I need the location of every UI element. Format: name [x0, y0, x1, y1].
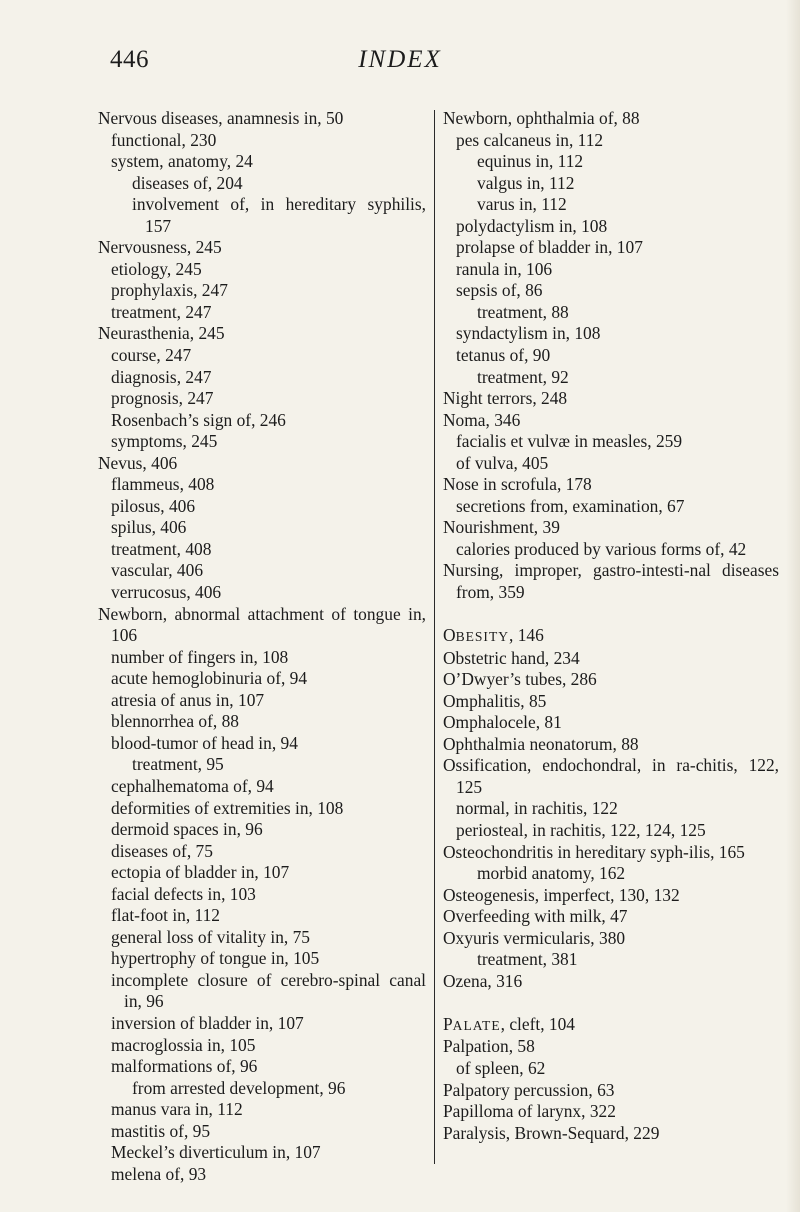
index-entry: Night terrors, 248	[443, 388, 568, 409]
index-entry: Palpation, 58	[443, 1036, 535, 1057]
index-subentry: prolapse of bladder in, 107	[456, 237, 643, 258]
index-subentry: etiology, 245	[111, 258, 202, 279]
index-entry: Osteochondritis in hereditary syph-ilis, 165	[443, 841, 745, 862]
index-entry: Neurasthenia, 245	[98, 323, 225, 344]
page-number: 446	[110, 46, 149, 73]
index-subentry: treatment, 95	[132, 754, 224, 775]
index-subentry: from arrested development, 96	[132, 1077, 346, 1098]
index-subentry: blennorrhea of, 88	[111, 711, 239, 732]
index-entry: Omphalitis, 85	[443, 690, 547, 711]
index-subentry: diagnosis, 247	[111, 366, 212, 387]
index-subentry: melena of, 93	[111, 1163, 207, 1184]
index-entry: Nervous diseases, anamnesis in, 50	[98, 108, 344, 128]
index-subentry: morbid anatomy, 162	[477, 863, 626, 884]
section-gap	[443, 992, 779, 1014]
index-subentry: incomplete closure of cerebro-spinal canal in, 96	[111, 969, 426, 1012]
index-entry: Newborn, ophthalmia of, 88	[443, 108, 640, 128]
index-subentry: treatment, 88	[477, 301, 569, 322]
column-divider	[434, 110, 435, 1164]
index-subentry: of vulva, 405	[456, 452, 549, 473]
index-subentry: treatment, 92	[477, 366, 569, 387]
index-subentry: inversion of bladder in, 107	[111, 1012, 304, 1033]
index-subentry: treatment, 408	[111, 538, 212, 559]
index-subentry: of spleen, 62	[456, 1057, 546, 1078]
index-subentry: cephalhematoma of, 94	[111, 775, 274, 796]
index-entry: Noma, 346	[443, 409, 521, 430]
index-subentry: pilosus, 406	[111, 495, 196, 516]
index-subentry: prognosis, 247	[111, 388, 214, 409]
index-entry: Oxyuris vermicularis, 380	[443, 927, 626, 948]
index-subentry: equinus in, 112	[477, 151, 584, 172]
index-subentry: tetanus of, 90	[456, 345, 551, 366]
index-subentry: dermoid spaces in, 96	[111, 819, 263, 840]
index-entry: Obstetric hand, 234	[443, 647, 580, 668]
index-subentry: symptoms, 245	[111, 431, 218, 452]
page-edge-shadow	[786, 0, 800, 1212]
index-subentry: diseases of, 75	[111, 840, 213, 861]
index-entry: Ozena, 316	[443, 970, 523, 991]
running-title: INDEX	[358, 46, 442, 73]
index-entry: Nourishment, 39	[443, 517, 560, 538]
index-subentry: atresia of anus in, 107	[111, 689, 265, 710]
index-subentry: syndactylism in, 108	[456, 323, 601, 344]
index-subentry: blood-tumor of head in, 94	[111, 732, 298, 753]
index-subentry: functional, 230	[111, 129, 217, 150]
index-subentry: facialis et vulvæ in measles, 259	[456, 431, 683, 452]
index-entry: Overfeeding with milk, 47	[443, 906, 628, 927]
index-subentry: number of fingers in, 108	[111, 646, 289, 667]
index-subentry: Rosenbach’s sign of, 246	[111, 409, 286, 430]
index-subentry: ectopia of bladder in, 107	[111, 862, 290, 883]
index-subentry: macroglossia in, 105	[111, 1034, 256, 1055]
index-entry: OBESITY, 146	[443, 625, 544, 646]
index-subentry: flat-foot in, 112	[111, 905, 220, 926]
index-subentry: facial defects in, 103	[111, 883, 256, 904]
index-subentry: spilus, 406	[111, 517, 187, 538]
index-entry: Palpatory percussion, 63	[443, 1079, 615, 1100]
index-subentry: secretions from, examination, 67	[456, 495, 685, 516]
index-entry: Omphalocele, 81	[443, 712, 562, 733]
index-entry: PALATE, cleft, 104	[443, 1013, 575, 1034]
index-subentry: diseases of, 204	[132, 172, 243, 193]
index-subentry: ranula in, 106	[456, 258, 553, 279]
index-subentry: pes calcaneus in, 112	[456, 129, 604, 150]
index-subentry: acute hemoglobinuria of, 94	[111, 668, 308, 689]
index-entry: Nevus, 406	[98, 452, 178, 473]
index-entry: O’Dwyer’s tubes, 286	[443, 669, 597, 690]
index-subentry: flammeus, 408	[111, 474, 215, 495]
index-subentry: periosteal, in rachitis, 122, 124, 125	[456, 820, 706, 840]
index-column-left	[98, 108, 426, 1185]
index-subentry: involvement of, in hereditary syphilis, 157	[132, 194, 426, 236]
index-subentry: malformations of, 96	[111, 1056, 258, 1077]
index-entry: Ossification, endochondral, in ra-chitis, 122, 125	[443, 755, 779, 797]
index-entry: Nursing, improper, gastro-intesti-nal diseases from, 359	[443, 560, 779, 603]
index-subentry: sepsis of, 86	[456, 280, 543, 301]
index-subentry: varus in, 112	[477, 194, 567, 215]
index-subentry: normal, in rachitis, 122	[456, 798, 618, 819]
index-subentry: prophylaxis, 247	[111, 280, 228, 301]
index-subentry: verrucosus, 406	[111, 582, 222, 603]
index-subentry: mastitis of, 95	[111, 1120, 211, 1141]
index-entry: Newborn, abnormal attachment of tongue in, 106	[98, 603, 426, 646]
index-subentry: valgus in, 112	[477, 172, 575, 193]
index-subentry: polydactylism in, 108	[456, 215, 608, 236]
index-subentry: course, 247	[111, 345, 192, 366]
index-subentry: Meckel’s diverticulum in, 107	[111, 1142, 321, 1163]
index-subentry: manus vara in, 112	[111, 1099, 243, 1120]
index-entry: Paralysis, Brown-Sequard, 229	[443, 1122, 660, 1143]
index-subentry: treatment, 247	[111, 301, 212, 322]
index-entry: Papilloma of larynx, 322	[443, 1101, 616, 1122]
index-subentry: hypertrophy of tongue in, 105	[111, 948, 320, 969]
index-entry: Nose in scrofula, 178	[443, 474, 592, 495]
index-subentry: calories produced by various forms of, 42	[456, 538, 747, 559]
index-subentry: vascular, 406	[111, 560, 204, 581]
index-entry: Osteogenesis, imperfect, 130, 132	[443, 884, 680, 905]
index-column-right	[443, 108, 779, 1144]
index-subentry: general loss of vitality in, 75	[111, 926, 310, 947]
index-subentry: deformities of extremities in, 108	[111, 797, 344, 818]
section-gap	[443, 604, 779, 626]
index-entry: Ophthalmia neonatorum, 88	[443, 733, 639, 754]
page-header	[0, 44, 800, 84]
index-entry: Nervousness, 245	[98, 237, 222, 258]
index-subentry: system, anatomy, 24	[111, 151, 253, 172]
index-subentry: treatment, 381	[477, 949, 578, 970]
